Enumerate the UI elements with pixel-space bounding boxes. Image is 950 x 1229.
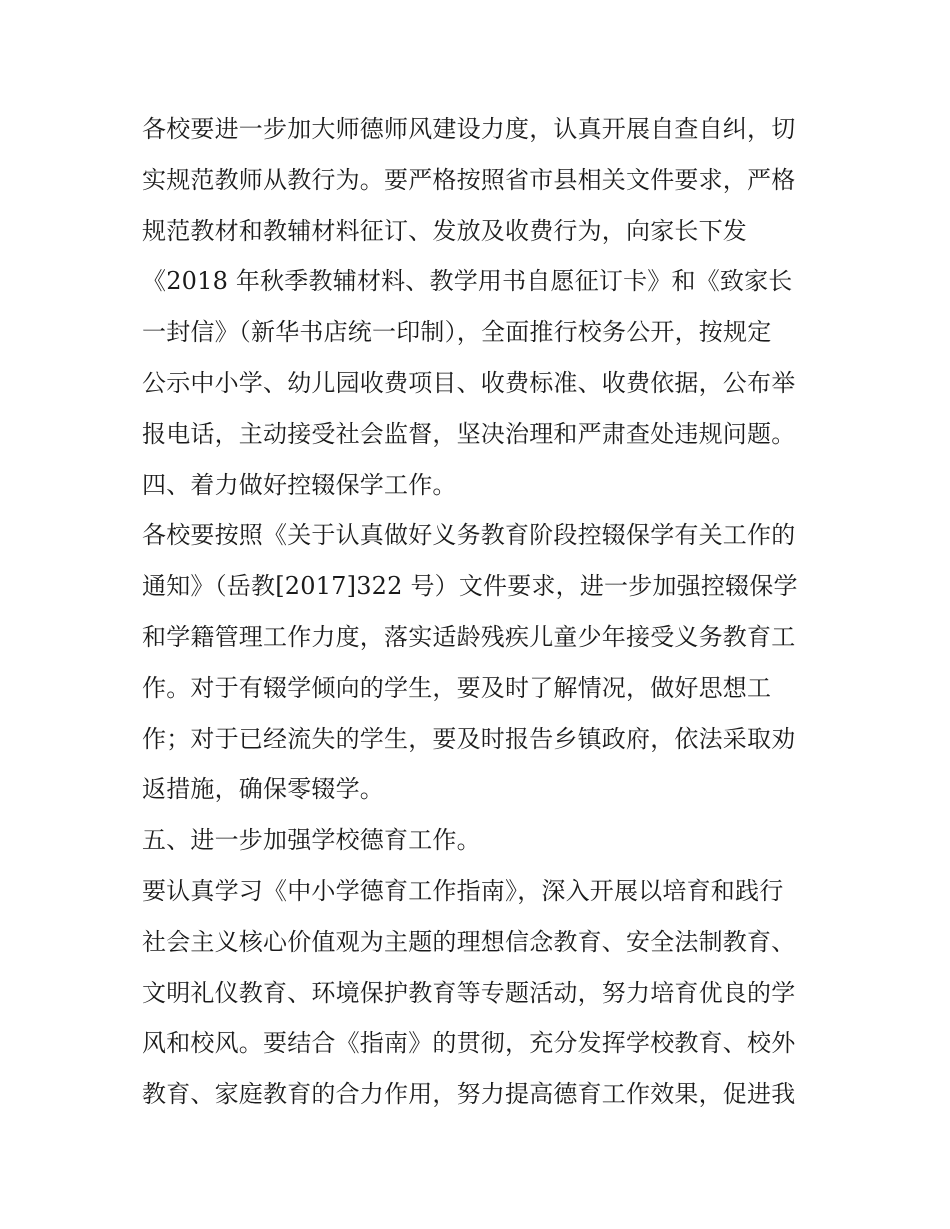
text-line: 社会主义核心价值观为主题的理想信念教育、安全法制教育、 bbox=[142, 927, 796, 956]
text-line: 规范教材和教辅材料征订、发放及收费行为，向家长下发 bbox=[142, 216, 747, 245]
section-heading: 五、进一步加强学校德育工作。 bbox=[142, 826, 481, 855]
text-line: 作。对于有辍学倾向的学生，要及时了解情况，做好思想工 bbox=[142, 673, 772, 702]
text-line: 作；对于已经流失的学生，要及时报告乡镇政府，依法采取劝 bbox=[142, 724, 796, 753]
text-line: 通知》（岳教[2017]322 号）文件要求，进一步加强控辍保学 bbox=[142, 572, 798, 601]
text-line: 《2018 年秋季教辅材料、教学用书自愿征订卡》和《致家长 bbox=[142, 267, 793, 296]
text-line: 一封信》（新华书店统一印制），全面推行校务公开，按规定 bbox=[142, 318, 772, 347]
section-heading: 四、着力做好控辍保学工作。 bbox=[142, 470, 457, 499]
text-line: 文明礼仪教育、环境保护教育等专题活动，努力培育优良的学 bbox=[142, 978, 796, 1007]
text-line: 返措施，确保零辍学。 bbox=[142, 775, 384, 804]
text-line: 风和校风。要结合《指南》的贯彻，充分发挥学校教育、校外 bbox=[142, 1029, 796, 1058]
text-line: 和学籍管理工作力度，落实适龄残疾儿童少年接受义务教育工 bbox=[142, 622, 796, 651]
text-line: 各校要按照《关于认真做好义务教育阶段控辍保学有关工作的 bbox=[142, 521, 796, 550]
document-body bbox=[142, 104, 822, 1120]
text-line: 公示中小学、幼儿园收费项目、收费标准、收费依据，公布举 bbox=[142, 368, 796, 397]
text-line: 各校要进一步加大师德师风建设力度，认真开展自查自纠，切 bbox=[142, 115, 796, 143]
text-line: 要认真学习《中小学德育工作指南》，深入开展以培育和践行 bbox=[142, 876, 784, 905]
text-line: 报电话，主动接受社会监督，坚决治理和严肃查处违规问题。 bbox=[142, 419, 796, 448]
text-line: 教育、家庭教育的合力作用，努力提高德育工作效果，促进我 bbox=[142, 1080, 796, 1109]
text-line: 实规范教师从教行为。要严格按照省市县相关文件要求，严格 bbox=[142, 165, 796, 194]
